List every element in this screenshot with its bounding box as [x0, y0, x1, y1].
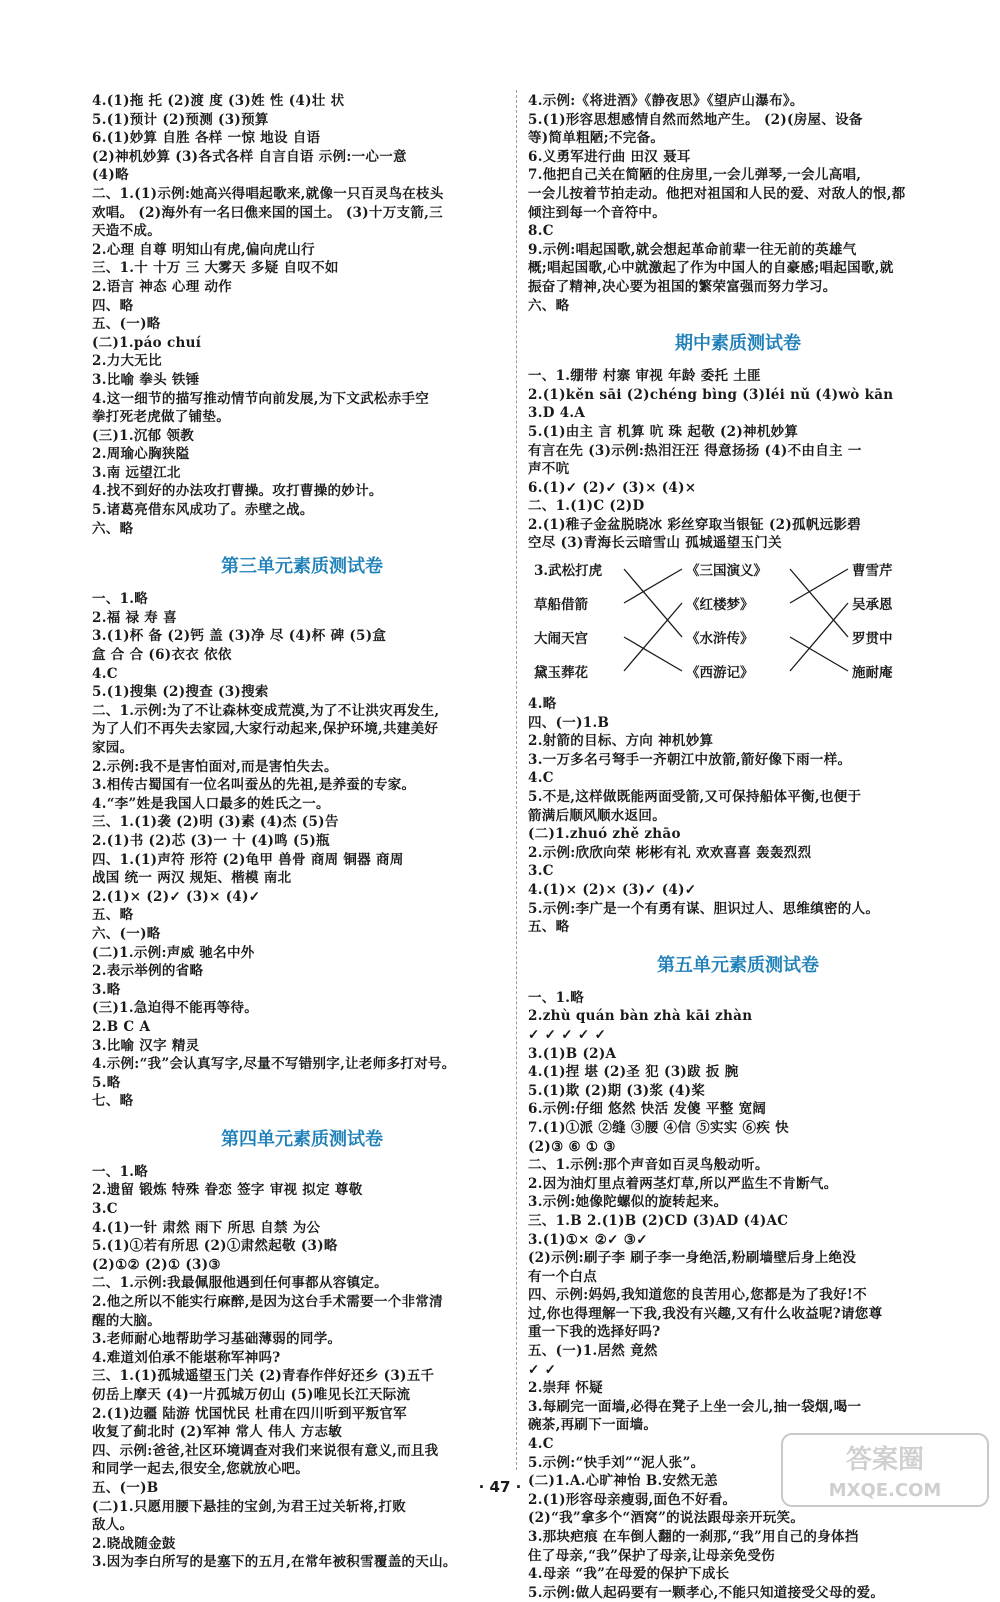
svg-text:答案圈: 答案圈 — [845, 1445, 925, 1475]
answer-line: 4.难道刘伯承不能堪称军神吗? — [92, 1349, 281, 1366]
answer-line: 概;唱起国歌,心中就激起了作为中国人的自豪感;唱起国歌,就 — [528, 260, 894, 277]
matching-item-left: 黛玉葬花 — [534, 665, 588, 682]
matching-item-left: 大闹天宫 — [534, 631, 588, 648]
answer-line: 3.因为李白所写的是塞下的五月,在常年被积雪覆盖的天山。 — [92, 1554, 457, 1571]
answer-line: 4.略 — [528, 696, 557, 713]
answer-line: 三、1.B 2.(1)B (2)CD (3)AD (4)AC — [528, 1212, 789, 1229]
answer-line: 等)简单粗陋;不完备。 — [528, 130, 665, 147]
answer-line: 二、1.示例:为了不让森林变成荒漠,为了不让洪灾再发生, — [92, 702, 440, 719]
answer-line: (2)③ ⑥ ① ③ — [528, 1138, 616, 1155]
answer-line: (2)示例:刷子李 刷子李一身绝活,粉刷墙壁后身上绝没 — [528, 1250, 857, 1267]
answer-line: 二、1.示例:那个声音如百灵鸟般动听。 — [528, 1157, 769, 1174]
answer-line: 2.射箭的目标、方向 神机妙算 — [528, 733, 714, 750]
answer-line: 7.(1)①派 ②缝 ③腰 ④信 ⑤实实 ⑥疾 快 — [528, 1119, 789, 1136]
answer-line: 敌人。 — [92, 1517, 134, 1534]
matching-diagram — [528, 555, 948, 693]
answer-line: 4.示例:“我”会认真写字,尽量不写错别字,让老师多打对号。 — [92, 1056, 456, 1073]
answer-line: 2.语言 神态 心理 动作 — [92, 278, 233, 295]
answer-line: 3.比喻 拳头 铁锤 — [92, 371, 200, 388]
answer-line: 5.示例:“快手刘”“泥人张”。 — [528, 1454, 705, 1471]
answer-line: 6.义勇军进行曲 田汉 聂耳 — [528, 148, 691, 165]
answer-line: 2.(1)形容母亲瘦弱,面色不好看。 — [528, 1491, 737, 1508]
answer-line: (2)“我”拿多个“酒窝”的说法跟母亲开玩笑。 — [528, 1510, 805, 1527]
page-number: · 47 · — [478, 1478, 522, 1496]
answer-line: 3.南 远望江北 — [92, 464, 181, 481]
match-line-right — [790, 603, 848, 671]
match-line-right — [790, 569, 848, 637]
answer-line: 2.(1)× (2)✓ (3)× (4)✓ — [92, 888, 261, 905]
answer-line: 倾注到每一个音符中。 — [528, 204, 666, 221]
answer-line: 碗茶,再刷下一面墙。 — [528, 1417, 658, 1434]
answer-line: 4.找不到好的办法攻打曹操。攻打曹操的妙计。 — [92, 483, 383, 500]
answer-line: 有言在先 (3)示例:热泪汪汪 得意扬扬 (4)不由自主 一 — [528, 442, 862, 459]
match-line-right — [790, 569, 848, 603]
answer-line: 2.(1)边疆 陆游 忧国忧民 杜甫在四川听到平叛官军 — [92, 1405, 407, 1422]
section-heading: 第三单元素质测试卷 — [221, 556, 383, 578]
answer-line: 拳打死老虎做了铺垫。 — [92, 409, 230, 426]
match-line-left — [624, 603, 682, 671]
matching-item-middle: 《水浒传》 — [686, 631, 754, 648]
answer-line: 四、示例:爸爸,社区环境调查对我们来说很有意义,而且我 — [92, 1442, 439, 1459]
answer-line: 2.B C A — [92, 1018, 151, 1035]
matching-item-left: 草船借箭 — [534, 597, 588, 614]
watermark-logo — [780, 1430, 990, 1510]
answer-line: 五、(一)B — [92, 1479, 159, 1496]
answer-line: 3.(1)杯 备 (2)钙 盖 (3)净 尽 (4)杯 碑 (5)盒 — [92, 628, 387, 645]
answer-line: 天造不成。 — [92, 223, 161, 240]
answer-line: 3.每刷完一面墙,必得在凳子上坐一会儿,抽一袋烟,喝一 — [528, 1398, 862, 1415]
answer-line: 3.相传古蜀国有一位名叫蚕丛的先祖,是养蚕的专家。 — [92, 777, 416, 794]
answer-line: 7.他把自己关在简陋的住房里,一会儿弹琴,一会儿高唱, — [528, 167, 862, 184]
answer-line: 和同学一起去,很安全,您就放心吧。 — [92, 1461, 309, 1478]
answer-line: (4)略 — [92, 167, 129, 184]
answer-line: 4.C — [528, 770, 554, 787]
answer-line: 4.“李”姓是我国人口最多的姓氏之一。 — [92, 795, 330, 812]
section-heading: 第四单元素质测试卷 — [221, 1128, 383, 1150]
answer-line: 箭满后顺风顺水返回。 — [528, 807, 666, 824]
answer-line: 3.C — [528, 863, 554, 880]
matching-item-right: 罗贯中 — [852, 631, 893, 648]
answer-line: 六、(一)略 — [92, 925, 161, 942]
section-heading: 第五单元素质测试卷 — [657, 954, 819, 976]
answer-line: 3.略 — [92, 981, 121, 998]
answer-line: (2)神机妙算 (3)各式各样 自言自语 示例:一心一意 — [92, 148, 407, 165]
answer-line: 2.表示举例的省略 — [92, 963, 204, 980]
answer-line: (二)1.zhuó zhě zhāo — [528, 826, 681, 843]
answer-line: 2.zhù quán bàn zhà kāi zhàn — [528, 1008, 753, 1025]
answer-line: 七、略 — [92, 1093, 134, 1110]
answer-line: 3.(1)B (2)A — [528, 1045, 617, 1062]
match-line-left — [624, 637, 682, 671]
answer-line: 5.(1)由主 言 机算 吭 珠 起敬 (2)神机妙算 — [528, 423, 799, 440]
matching-item-right: 曹雪芹 — [852, 563, 893, 580]
answer-line: 2.(1)kěn sāi (2)chéng bìng (3)léi nǔ (4)wò kān — [528, 386, 894, 403]
answer-line: 有一个白点 — [528, 1268, 597, 1285]
answer-line: 2.周瑜心胸狭隘 — [92, 446, 190, 463]
answer-line: 5.(1)预计 (2)预测 (3)预算 — [92, 111, 269, 128]
answer-line: 6.示例:仔细 悠然 快活 发傻 平整 宽阔 — [528, 1101, 767, 1118]
answer-line: 2.福 禄 寿 喜 — [92, 609, 177, 626]
answer-line: 住了母亲,“我”保护了母亲,让母亲免受伤 — [528, 1547, 775, 1564]
answer-line: 4.C — [528, 1436, 554, 1453]
answer-line: 5.(1)①若有所思 (2)①肃然起敬 (3)略 — [92, 1238, 338, 1255]
answer-line: 9.示例:唱起国歌,就会想起革命前辈一往无前的英雄气 — [528, 241, 857, 258]
answer-line: 欢唱。 (2)海外有一名曰僬来国的国土。 (3)十万支箭,三 — [92, 204, 443, 221]
answer-line: 2.心理 自尊 明知山有虎,偏向虎山行 — [92, 241, 315, 258]
answer-line: 5.(1)搜集 (2)搜查 (3)搜索 — [92, 684, 269, 701]
answer-line: 5.不是,这样做既能两面受箭,又可保持船体平衡,也便于 — [528, 789, 862, 806]
match-line-right — [790, 637, 848, 671]
answer-line: 5.示例:李广是一个有勇有谋、胆识过人、思维缜密的人。 — [528, 900, 880, 917]
answer-line: 一会儿按着节拍走动。他把对祖国和人民的爱、对敌人的恨,都 — [528, 185, 906, 202]
answer-line: 醒的大脑。 — [92, 1312, 161, 1329]
answer-line: 4.(1)一针 肃然 雨下 所思 自禁 为公 — [92, 1219, 321, 1236]
answer-line: (二)1.只愿用腰下悬挂的宝剑,为君王过关斩将,打败 — [92, 1498, 407, 1515]
answer-line: 家园。 — [92, 740, 134, 756]
left-column — [92, 92, 512, 1572]
answer-line: 2.示例:我不是害怕面对,而是害怕失去。 — [92, 758, 338, 775]
answer-line: 2.力大无比 — [92, 353, 162, 370]
answer-line: ✓ ✓ ✓ ✓ ✓ — [528, 1026, 607, 1043]
answer-line: 3.示例:她像陀螺似的旋转起来。 — [528, 1194, 728, 1211]
matching-item-right: 施耐庵 — [852, 665, 893, 682]
answer-line: 2.(1)稚子金盆脱晓冰 彩丝穿取当银钲 (2)孤帆远影碧 — [528, 516, 862, 533]
answer-line: 三、1.(1)袭 (2)明 (3)素 (4)杰 (5)告 — [92, 814, 339, 831]
answer-line: 4.(1)捏 堪 (2)圣 犯 (3)跋 扳 腕 — [528, 1064, 739, 1081]
answer-line: (2)①② (2)① (3)③ — [92, 1256, 221, 1273]
matching-item-middle: 《红楼梦》 — [686, 597, 754, 614]
answer-line: 6.(1)妙算 自胜 各样 一惊 地设 自语 — [92, 130, 321, 147]
answer-line: 2.遗留 锻炼 特殊 眷恋 签字 审视 拟定 尊敬 — [92, 1182, 363, 1199]
answer-line: 2.示例:欣欣向荣 彬彬有礼 欢欢喜喜 轰轰烈烈 — [528, 844, 812, 861]
answer-line: 过,你也得理解一下我,我没有兴趣,又有什么收益呢?请您尊 — [528, 1305, 883, 1322]
answer-line: 盒 合 合 (6)衣衣 依依 — [92, 647, 232, 664]
answer-line: 五、略 — [92, 907, 134, 924]
answer-line: 3.一万多名弓弩手一齐朝江中放箭,箭好像下雨一样。 — [528, 751, 852, 768]
answer-line: 2.晓战随金鼓 — [92, 1535, 176, 1552]
answer-line: 声不吭 — [528, 461, 570, 478]
answer-line: 5.示例:做人起码要有一颗孝心,不能只知道接受父母的爱。 — [528, 1584, 885, 1601]
answer-line: 一、1.略 — [528, 989, 585, 1006]
answer-line: 4.示例:《将进酒》《静夜思》《望庐山瀑布》。 — [528, 93, 804, 109]
right-column — [528, 92, 948, 1602]
answer-line: 重一下我的选择好吗? — [528, 1324, 661, 1341]
answer-line: 五、(一)1.居然 竟然 — [528, 1343, 658, 1360]
matching-item-right: 吴承恩 — [852, 597, 893, 614]
answer-line: 5.(1)形容思想感情自然而然地产生。 (2)(房屋、设备 — [528, 111, 863, 128]
match-line-left — [624, 569, 682, 637]
answer-line: (二)1.páo chuí — [92, 334, 202, 351]
answer-line: (三)1.沉郁 领教 — [92, 427, 195, 444]
answer-line: 5.(1)欺 (2)期 (3)浆 (4)桨 — [528, 1082, 706, 1099]
answer-line: 5.略 — [92, 1074, 121, 1091]
answer-line: 3.那块疤痕 在车倒人翻的一刹那,“我”用自己的身体挡 — [528, 1529, 859, 1545]
answer-line: 为了人们不再失去家园,大家行动起来,保护环境,共建美好 — [92, 721, 439, 738]
answer-line: 一、1.略 — [92, 1163, 149, 1180]
answer-line: 五、略 — [528, 919, 570, 936]
answer-line: 2.(1)书 (2)芯 (3)一 十 (4)鸣 (5)瓶 — [92, 832, 330, 849]
answer-line: 5.诸葛亮借东风成功了。赤壁之战。 — [92, 502, 314, 519]
answer-line: (二)1.A.心旷神怡 B.安然无恙 — [528, 1473, 718, 1490]
answer-line: 4.(1)拖 托 (2)渡 度 (3)姓 性 (4)壮 状 — [92, 93, 345, 109]
matching-item-middle: 《西游记》 — [686, 665, 754, 682]
answer-line: 3.D 4.A — [528, 405, 586, 422]
answer-line: 4.C — [92, 665, 118, 682]
answer-line: 六、略 — [92, 520, 134, 537]
section-heading: 期中素质测试卷 — [675, 333, 801, 355]
answer-line: 2.因为油灯里点着两茎灯草,所以严监生不肯断气。 — [528, 1175, 838, 1192]
answer-line: 四、1.(1)声符 形符 (2)龟甲 兽骨 商周 铜器 商周 — [92, 851, 404, 868]
answer-line: 3.C — [92, 1201, 118, 1218]
answer-line: 仞岳上摩天 (4)一片孤城万仞山 (5)唯见长江天际流 — [92, 1387, 411, 1403]
answer-line: 6.(1)✓ (2)✓ (3)× (4)× — [528, 479, 697, 496]
match-line-left — [624, 569, 682, 603]
answer-line: ✓ ✓ — [528, 1361, 557, 1378]
answer-line: (三)1.急迫得不能再等待。 — [92, 1000, 259, 1017]
answer-line: (二)1.示例:声威 驰名中外 — [92, 944, 255, 961]
answer-line: 4.(1)× (2)× (3)✓ (4)✓ — [528, 882, 697, 898]
answer-line: 三、1.(1)孤城遥望玉门关 (2)青春作伴好还乡 (3)五千 — [92, 1368, 435, 1385]
matching-item-left: 3.武松打虎 — [534, 563, 603, 580]
svg-text:MXQE.COM: MXQE.COM — [828, 1480, 942, 1501]
answer-line: 一、1.绷带 村寨 审视 年龄 委托 土匪 — [528, 368, 761, 385]
answer-line: 2.崇拜 怀疑 — [528, 1380, 603, 1397]
answer-line: 二、1.示例:我最佩服他遇到任何事都从容镇定。 — [92, 1275, 388, 1292]
answer-line: 8.C — [528, 223, 554, 240]
answer-line: 3.老师耐心地帮助学习基础薄弱的同学。 — [92, 1331, 342, 1348]
answer-line: 五、(一)略 — [92, 316, 161, 333]
answer-line: 六、略 — [528, 297, 570, 314]
answer-line: 空尽 (3)青海长云暗雪山 孤城遥望玉门关 — [528, 535, 782, 552]
answer-line: 战国 统一 两汉 规矩、楷模 南北 — [92, 870, 292, 887]
answer-line: 二、1.(1)示例:她高兴得唱起歌来,就像一只百灵鸟在枝头 — [92, 185, 444, 202]
answer-line: 一、1.略 — [92, 591, 149, 608]
answer-line: 3.(1)①× ②✓ ③✓ — [528, 1231, 648, 1248]
matching-item-middle: 《三国演义》 — [686, 563, 767, 580]
answer-line: 二、1.(1)C (2)D — [528, 498, 645, 515]
answer-line: 2.他之所以不能实行麻醉,是因为这台手术需要一个非常清 — [92, 1294, 443, 1311]
answer-line: 收复了蓟北时 (2)军神 常人 伟人 方志敏 — [92, 1424, 343, 1441]
answer-line: 四、略 — [92, 297, 134, 314]
answer-line: 3.比喻 汉字 精灵 — [92, 1037, 200, 1054]
answer-line: 四、示例:妈妈,我知道您的良苦用心,您都是为了我好!不 — [528, 1287, 867, 1304]
answer-line: 4.这一细节的描写推动情节向前发展,为下文武松赤手空 — [92, 390, 430, 407]
answer-line: 四、(一)1.B — [528, 714, 610, 731]
answer-line: 振奋了精神,决心要为祖国的繁荣富强而努力学习。 — [528, 278, 837, 295]
column-divider — [516, 90, 517, 1470]
answer-line: 三、1.十 十万 三 大雾天 多疑 自叹不如 — [92, 260, 339, 277]
answer-line: 4.母亲 “我”在母爱的保护下成长 — [528, 1566, 730, 1583]
